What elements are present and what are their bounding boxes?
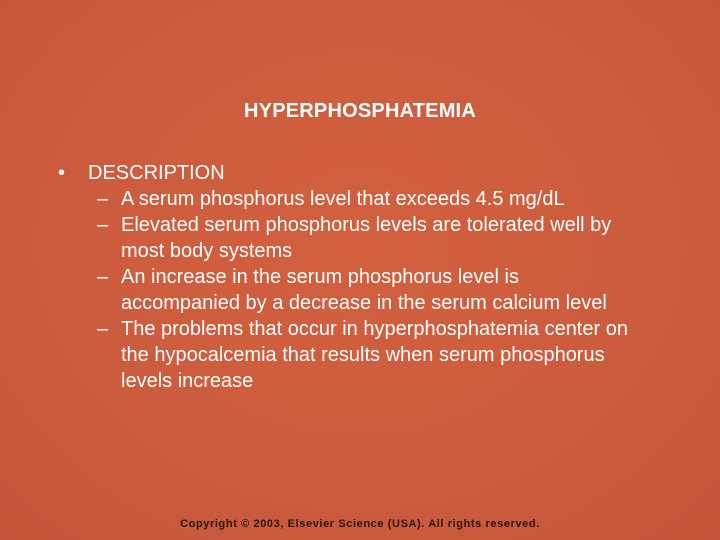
footer — [0, 514, 720, 536]
dash-icon: – — [97, 266, 109, 288]
sub-bullet-text: An increase in the serum phosphorus level is accompanied by a decrease in the serum calcium level — [121, 266, 607, 314]
dash-icon: – — [97, 188, 109, 210]
sub-bullet-list — [97, 186, 698, 394]
sub-bullet-text: Elevated serum phosphorus levels are tolerated well by most body systems — [121, 214, 612, 262]
bullet-description — [58, 160, 698, 186]
sub-bullet-text: A serum phosphorus level that exceeds 4.5 mg/dL — [121, 188, 565, 210]
dash-icon: – — [97, 214, 109, 236]
bullet-label: DESCRIPTION — [88, 162, 225, 184]
sub-bullet-text: The problems that occur in hyperphosphatemia center on the hypocalcemia that results when serum phosphorus levels increase — [121, 318, 628, 392]
bullet-icon: • — [58, 162, 66, 184]
sub-bullet-item — [97, 186, 698, 212]
sub-bullet-item — [97, 316, 698, 394]
slide-title: HYPERPHOSPHATEMIA — [244, 100, 476, 122]
sub-bullet-item — [97, 264, 698, 316]
copyright-notice: Copyright © 2003, Elsevier Science (USA). All rights reserved. — [180, 518, 540, 530]
sub-bullet-item — [97, 212, 698, 264]
slide-content — [58, 160, 698, 394]
dash-icon: – — [97, 318, 109, 340]
